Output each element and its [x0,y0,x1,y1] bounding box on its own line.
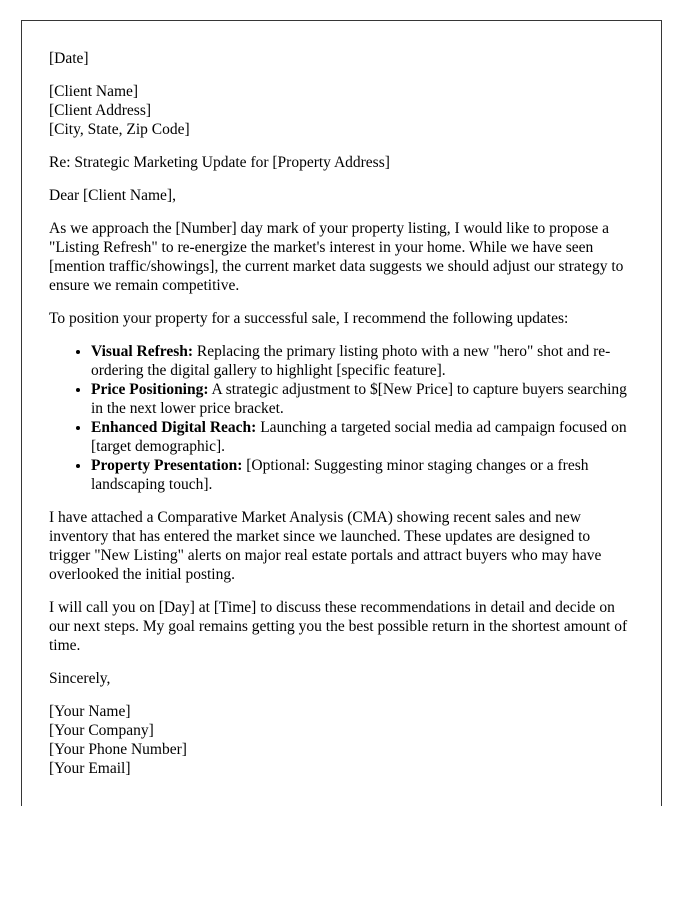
subject-line: Re: Strategic Marketing Update for [Property Address] [49,154,390,171]
salutation: Dear [Client Name], [49,187,176,204]
recipient-name: [Client Name] [49,83,139,100]
recipient-city-state-zip: [City, State, Zip Code] [49,121,190,138]
bullet-item-visual-refresh [91,342,628,380]
letter-page [21,20,662,806]
intro-paragraph: As we approach the [Number] day mark of your property listing, I would like to propose a "Listing Refresh" to re-energize the market's interest in your home. While we have seen [mention traffic/showings], the current market data suggests we should adjust our strategy to ensure we remain competitive. [49,220,624,294]
bullet-description: Replacing the primary listing photo with a new "hero" shot and re-ordering the digital gallery to highlight [specific feature]. [91,343,611,379]
bullet-term: Price Positioning: [91,381,209,398]
recommendations-list [49,342,628,494]
bullet-item-property-presentation [91,456,628,494]
recipient-block [49,82,628,139]
bullet-description: [Optional: Suggesting minor staging changes or a fresh landscaping touch]. [91,457,589,493]
bullet-term: Property Presentation: [91,457,243,474]
signature-block [49,702,628,778]
bullet-item-price-positioning [91,380,628,418]
bullet-description: Launching a targeted social media ad campaign focused on [target demographic]. [91,419,627,455]
closing: Sincerely, [49,670,111,687]
bullet-term: Enhanced Digital Reach: [91,419,257,436]
signature-phone: [Your Phone Number] [49,741,187,758]
date-line: [Date] [49,50,89,67]
cma-paragraph: I have attached a Comparative Market Analysis (CMA) showing recent sales and new inventory that has entered the market since we launched. These updates are designed to trigger "New Listing" alerts on major real estate portals and attract buyers who may have overlooked the initial posting. [49,509,602,583]
recommendations-intro: To position your property for a successful sale, I recommend the following updates: [49,310,569,327]
bullet-item-enhanced-digital-reach [91,418,628,456]
signature-company: [Your Company] [49,722,154,739]
recipient-address: [Client Address] [49,102,152,119]
followup-paragraph: I will call you on [Day] at [Time] to discuss these recommendations in detail and decide on our next steps. My goal remains getting you the best possible return in the shortest amount of time. [49,599,628,654]
signature-name: [Your Name] [49,703,131,720]
bullet-description: A strategic adjustment to $[New Price] to capture buyers searching in the next lower price bracket. [91,381,627,417]
bullet-term: Visual Refresh: [91,343,194,360]
signature-email: [Your Email] [49,760,131,777]
